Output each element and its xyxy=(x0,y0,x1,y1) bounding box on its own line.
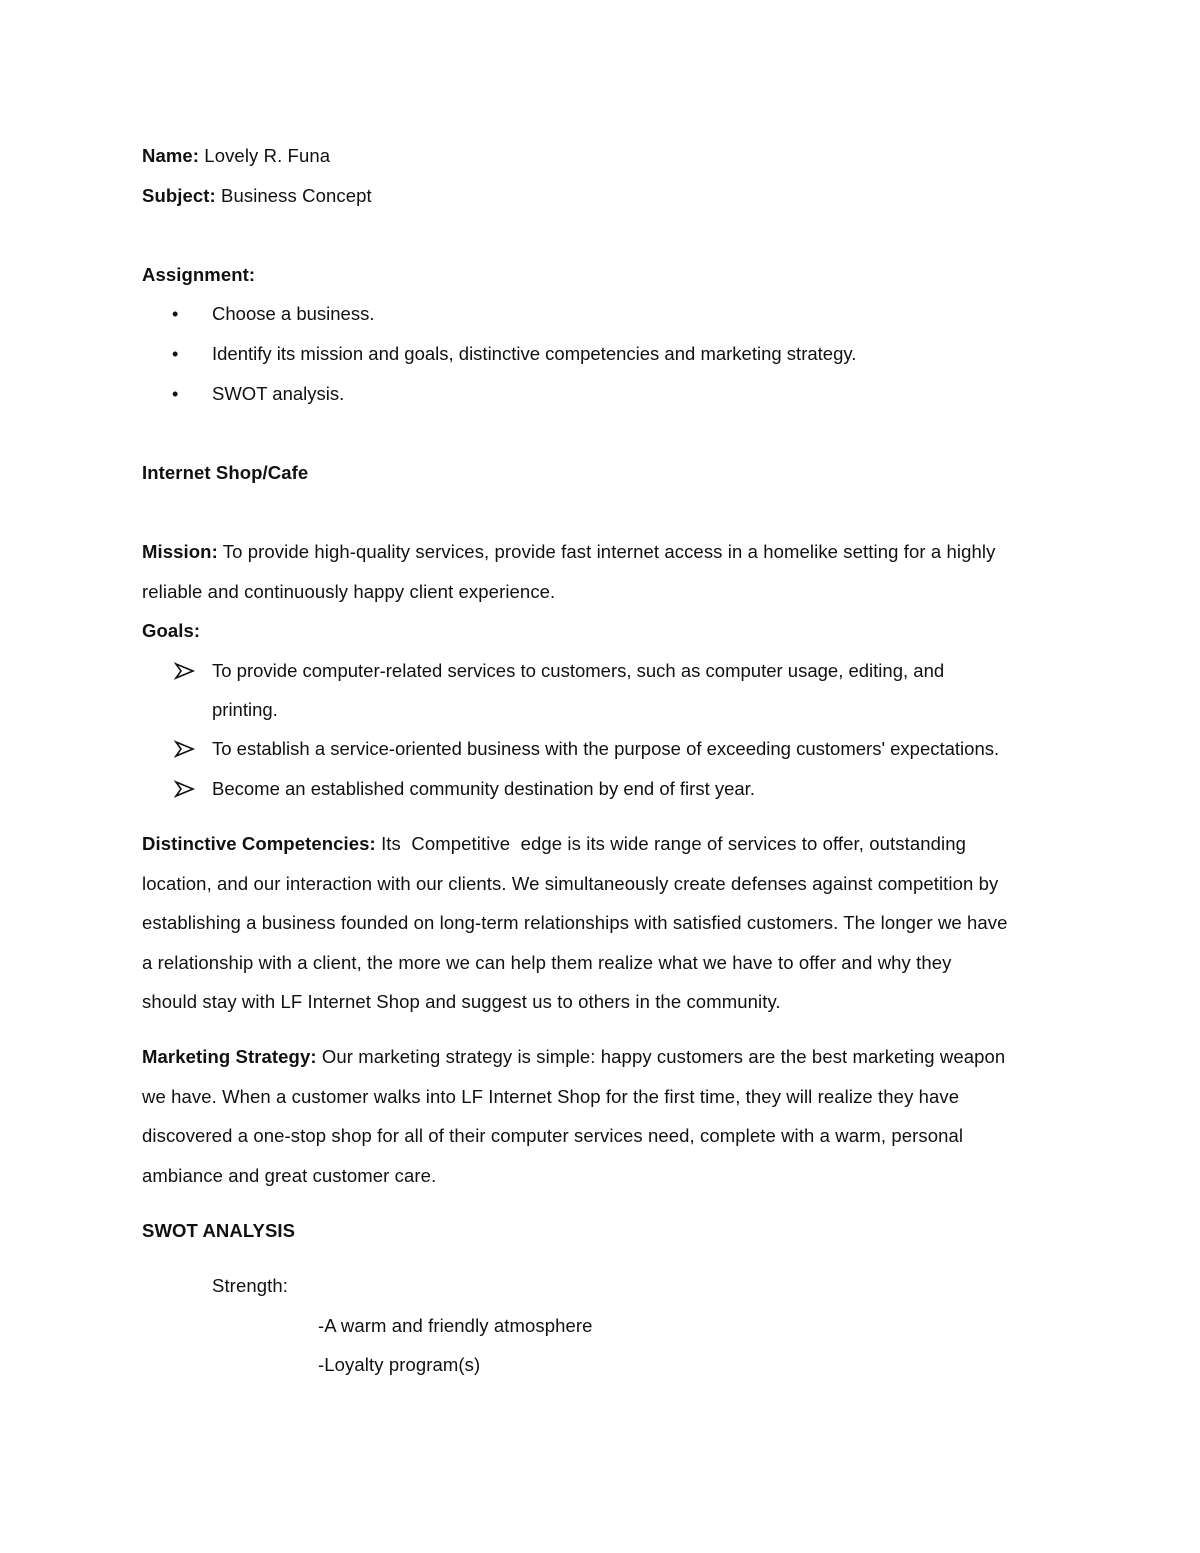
name-line xyxy=(142,144,330,168)
goal-item-line: printing. xyxy=(212,699,278,720)
arrow-bullet-icon xyxy=(174,777,196,801)
marketing-line-1 xyxy=(142,1045,1005,1069)
subject-value: Business Concept xyxy=(215,185,372,206)
bullet-dot-icon: • xyxy=(172,304,179,324)
bullet-dot-icon: • xyxy=(172,344,179,364)
strength-item: -A warm and friendly atmosphere xyxy=(318,1315,593,1336)
mission-line-2: reliable and continuously happy client experience. xyxy=(142,581,556,602)
competencies-text: Its Competitive edge is its wide range of services to offer, outstanding xyxy=(375,833,967,854)
marketing-label: Marketing Strategy: xyxy=(142,1046,317,1067)
assignment-item: Identify its mission and goals, distinctive competencies and marketing strategy. xyxy=(212,343,857,364)
swot-heading: SWOT ANALYSIS xyxy=(142,1220,296,1241)
assignment-item: Choose a business. xyxy=(212,303,375,324)
mission-label: Mission: xyxy=(142,541,218,562)
strength-label: Strength: xyxy=(212,1275,288,1296)
marketing-line-3: discovered a one-stop shop for all of their computer services need, complete with a warm, personal xyxy=(142,1125,964,1146)
bullet-dot-icon: • xyxy=(172,384,179,404)
competencies-line-5: should stay with LF Internet Shop and suggest us to others in the community. xyxy=(142,991,781,1012)
competencies-line-3: establishing a business founded on long-term relationships with satisfied customers. The longer we have xyxy=(142,912,1008,933)
arrow-bullet-icon xyxy=(174,737,196,761)
competencies-line-4: a relationship with a client, the more we can help them realize what we have to offer and why they xyxy=(142,952,952,973)
goal-item-line: Become an established community destination by end of first year. xyxy=(212,778,755,799)
strength-item: -Loyalty program(s) xyxy=(318,1354,481,1375)
goal-item-line: To provide computer-related services to customers, such as computer usage, editing, and xyxy=(212,660,945,681)
subject-line xyxy=(142,184,372,208)
subject-label: Subject: xyxy=(142,185,216,206)
competencies-line-1 xyxy=(142,832,966,856)
mission-line-1 xyxy=(142,540,995,564)
marketing-line-2: we have. When a customer walks into LF Internet Shop for the first time, they will realize they have xyxy=(142,1086,960,1107)
goal-item-line: To establish a service-oriented business with the purpose of exceeding customers' expectations. xyxy=(212,738,1000,759)
assignment-item: SWOT analysis. xyxy=(212,383,345,404)
mission-text: To provide high-quality services, provide fast internet access in a homelike setting for a highly xyxy=(217,541,996,562)
competencies-label: Distinctive Competencies: xyxy=(142,833,376,854)
name-value: Lovely R. Funa xyxy=(199,145,331,166)
business-title: Internet Shop/Cafe xyxy=(142,462,309,483)
assignment-heading: Assignment: xyxy=(142,264,256,285)
marketing-line-4: ambiance and great customer care. xyxy=(142,1165,437,1186)
marketing-text: Our marketing strategy is simple: happy customers are the best marketing weapon xyxy=(316,1046,1006,1067)
goals-label: Goals: xyxy=(142,620,201,641)
name-label: Name: xyxy=(142,145,200,166)
competencies-line-2: location, and our interaction with our clients. We simultaneously create defenses against competition by xyxy=(142,873,999,894)
arrow-bullet-icon xyxy=(174,659,196,683)
